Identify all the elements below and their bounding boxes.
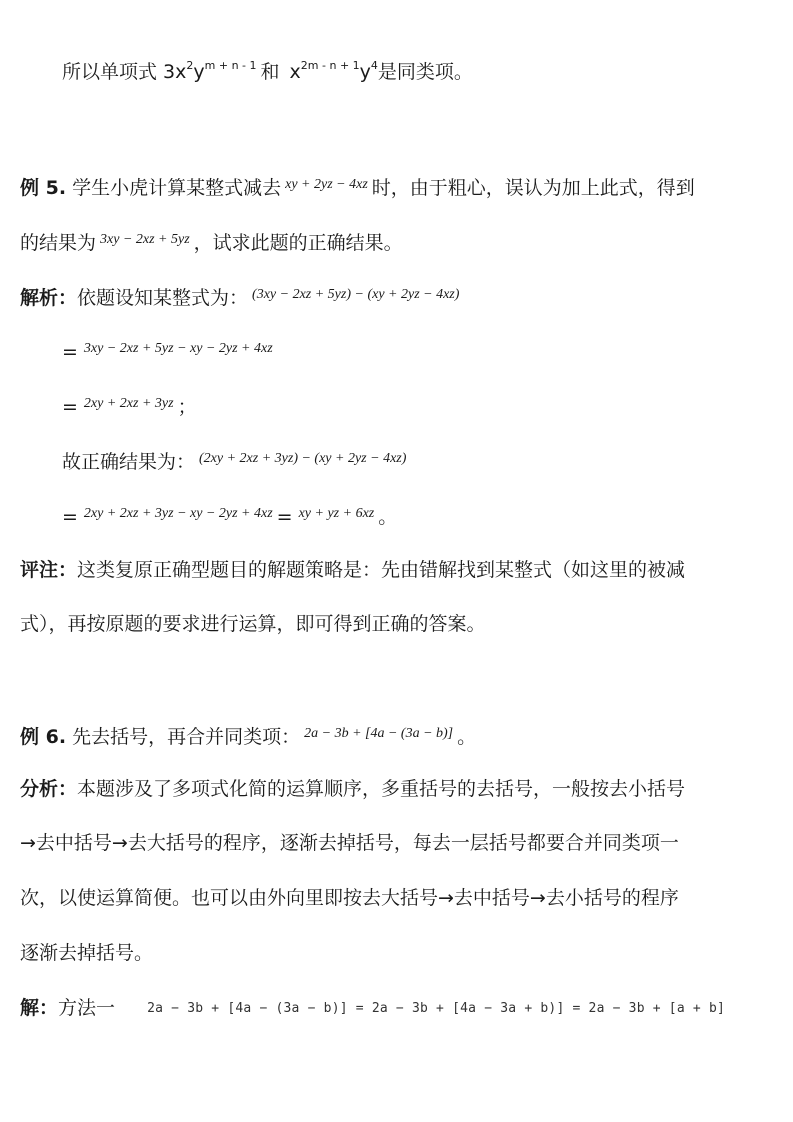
term1-base: 3x <box>163 61 187 83</box>
comment-text1: 这类复原正确型题目的解题策略是：先由错解找到某整式（如这里的被减 <box>77 559 686 581</box>
analysis-eq4-end: 。 <box>378 506 398 528</box>
term2-x: x <box>289 61 301 83</box>
equals-sign: = <box>276 506 293 528</box>
fenxi-line1 <box>20 777 685 801</box>
example5-line1 <box>20 173 695 200</box>
equals-sign: = <box>62 506 78 528</box>
term1-y: y <box>193 61 205 83</box>
solution-line <box>20 996 725 1021</box>
fenxi-text3: 次，以使运算简便。也可以由外向里即按去大括号→去中括号→去小括号的程序 <box>20 887 679 909</box>
example6-label: 例 6. <box>20 726 67 748</box>
comment-label: 评注： <box>20 559 78 581</box>
solution-method1-expr: 2a − 3b + [4a − (3a − b)] = 2a − 3b + [4a − 3a + b)] = 2a − 3b + [a + b] <box>147 1001 725 1016</box>
example6-line <box>20 722 476 749</box>
fenxi-text4: 逐渐去掉括号。 <box>20 942 154 964</box>
intro-suffix: 是同类项。 <box>377 61 473 83</box>
example5-line2 <box>20 228 403 255</box>
solution-label: 解： <box>20 997 59 1019</box>
fenxi-line2 <box>20 831 679 855</box>
example6-end: 。 <box>457 726 477 748</box>
fenxi-text2: →去中括号→去大括号的程序，逐渐去掉括号，每去一层括号都要合并同类项一 <box>20 832 679 854</box>
fenxi-text1: 本题涉及了多项式化简的运算顺序，多重括号的去括号，一般按去小括号 <box>77 778 686 800</box>
example5-text-c: 的结果为 <box>20 232 97 254</box>
example5-subtrahend-expr: xy + 2yz − 4xz <box>285 177 368 192</box>
analysis-line1 <box>20 283 463 310</box>
example6-text: 先去括号，再合并同类项： <box>72 726 301 748</box>
analysis-eq2 <box>62 392 197 419</box>
analysis-eq4a-expr: 2xy + 2xz + 3yz − xy − 2yz + 4xz <box>83 506 273 521</box>
analysis-label: 解析： <box>20 287 78 309</box>
analysis-eq1-expr: 3xy − 2xz + 5yz − xy − 2yz + 4xz <box>83 341 273 356</box>
analysis-correct-line <box>62 447 410 474</box>
analysis-eq2-expr: 2xy + 2xz + 3yz <box>83 396 174 411</box>
example5-text-a: 学生小虎计算某整式减去 <box>72 177 282 199</box>
term1-y-exponent: m + n - 1 <box>204 59 257 72</box>
term2-y-exponent: 4 <box>370 59 378 72</box>
analysis-eq4 <box>62 502 397 529</box>
intro-and: 和 <box>260 61 286 83</box>
comment-line2 <box>20 612 486 636</box>
analysis-eq1 <box>62 337 277 364</box>
equals-sign: = <box>62 396 78 418</box>
analysis-text: 依题设知某整式为： <box>77 287 249 309</box>
intro-prefix: 所以单项式 <box>62 61 164 83</box>
example6-expr: 2a − 3b + [4a − (3a − b)] <box>304 726 454 741</box>
fenxi-line3 <box>20 886 679 910</box>
example5-result-expr: 3xy − 2xz + 5yz <box>100 232 190 247</box>
term2-y: y <box>359 61 371 83</box>
equals-sign: = <box>62 341 78 363</box>
comment-text2: 式），再按原题的要求进行运算，即可得到正确的答案。 <box>20 613 486 635</box>
fenxi-line4 <box>20 941 153 965</box>
analysis-gu-text: 故正确结果为： <box>62 451 196 473</box>
analysis-expr0: (3xy − 2xz + 5yz) − (xy + 2yz − 4xz) <box>252 287 460 302</box>
analysis-eq2-end: ； <box>177 396 197 418</box>
term1-x-exponent: 2 <box>186 59 194 72</box>
fenxi-label: 分析： <box>20 778 78 800</box>
comment-line1 <box>20 558 685 582</box>
example5-text-d: ，试求此题的正确结果。 <box>193 232 403 254</box>
analysis-expr3: (2xy + 2xz + 3yz) − (xy + 2yz − 4xz) <box>199 451 407 466</box>
example5-label: 例 5. <box>20 177 67 199</box>
analysis-eq4b-expr: xy + yz + 6xz <box>298 506 375 521</box>
example5-text-b: 时，由于粗心，误认为加上此式，得到 <box>371 177 695 199</box>
solution-method: 方法一 <box>58 997 116 1019</box>
intro-line <box>62 60 473 84</box>
term2-x-exponent: 2m - n + 1 <box>300 59 360 72</box>
